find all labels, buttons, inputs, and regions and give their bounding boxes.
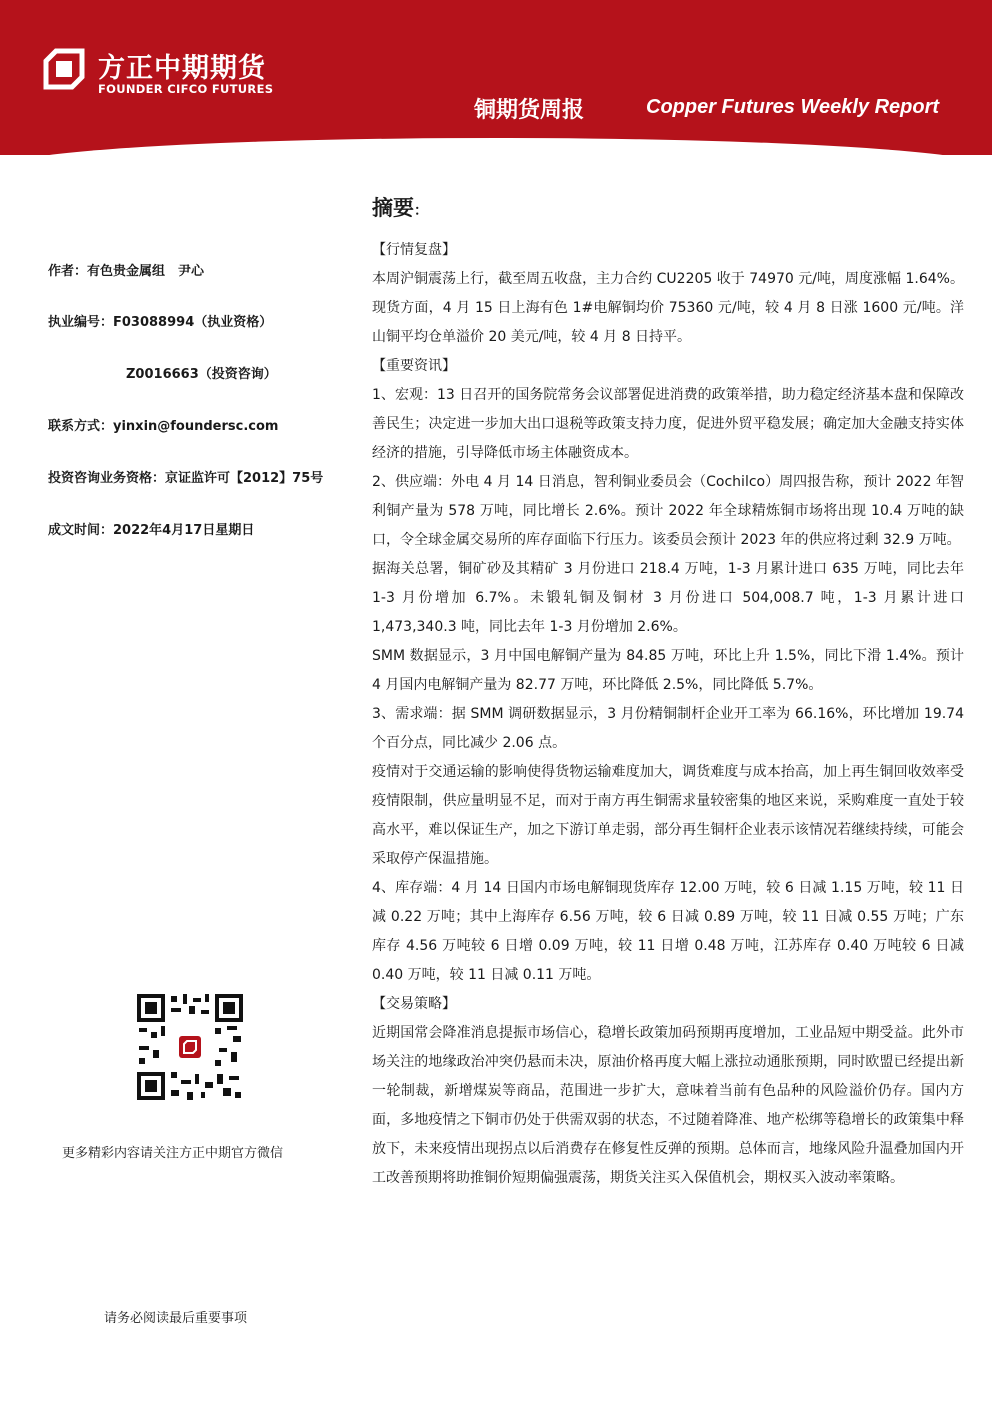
- contact-line[interactable]: 联系方式：yinxin@foundersc.com: [48, 419, 279, 434]
- summary-title: [372, 192, 964, 222]
- report-title-en: Copper Futures Weekly Report: [646, 96, 940, 118]
- summary-section: [372, 192, 964, 1193]
- header-banner: [0, 0, 992, 155]
- paragraph: 本周沪铜震荡上行，截至周五收盘，主力合约 CU2205 收于 74970 元/吨，周度涨幅 1.64%。现货方面，4 月 15 日上海有色 1#电解铜均价 75360 元/吨，较 4 月 8 日涨 1600 元/吨。洋山铜平均仓单溢价 20 美元/吨，较 4 月 8 日持平。: [372, 271, 964, 345]
- qr-caption: 更多精彩内容请关注方正中期官方微信: [62, 1146, 284, 1161]
- date-line: 成文时间：2022年4月17日星期日: [48, 523, 255, 538]
- author-line: 作者：有色贵金属组 尹心: [48, 264, 205, 279]
- paragraph: 疫情对于交通运输的影响使得货物运输难度加大，调货难度与成本抬高，加上再生铜回收效率受疫情限制，供应量明显不足，而对于南方再生铜需求量较密集的地区来说，采购难度一直处于较高水平，难以保证生产，加之下游订单走弱，部分再生铜杆企业表示该情况若继续持续，可能会采取停产保温措施。: [372, 764, 964, 867]
- summary-title-text: 摘要: [372, 196, 414, 220]
- section-heading-market-review: 【行情复盘】: [372, 242, 456, 258]
- company-name-en: FOUNDER CIFCO FUTURES: [98, 82, 274, 96]
- footer-note: 请务必阅读最后重要事项: [104, 1311, 248, 1326]
- company-logo-icon: [42, 47, 86, 91]
- section-heading-key-news: 【重要资讯】: [372, 358, 456, 374]
- paragraph: 1、宏观：13 日召开的国务院常务会议部署促进消费的政策举措，助力稳定经济基本盘和保障改善民生；决定进一步加大出口退税等政策支持力度，促进外贸平稳发展；确定加大金融支持实体经济的措施，引导降低市场主体融资成本。: [372, 387, 964, 461]
- paragraph: SMM 数据显示，3 月中国电解铜产量为 84.85 万吨，环比上升 1.5%，同比下滑 1.4%。预计 4 月国内电解铜产量为 82.77 万吨，环比降低 2.5%，同比降低 5.7%。: [372, 648, 964, 693]
- license-line-2: Z0016663（投资咨询）: [126, 367, 277, 382]
- section-heading-trading-strategy: 【交易策略】: [372, 996, 456, 1012]
- company-name-cn: 方正中期期货: [98, 53, 266, 84]
- report-title-cn: 铜期货周报: [474, 98, 585, 123]
- paragraph: 近期国常会降准消息提振市场信心，稳增长政策加码预期再度增加，工业品短中期受益。此外市场关注的地缘政治冲突仍悬而未决，原油价格再度大幅上涨拉动通胀预期，同时欧盟已经提出新一轮制裁，新增煤炭等商品，范围进一步扩大，意味着当前有色品种的风险溢价仍存。国内方面，多地疫情之下铜市仍处于供需双弱的状态，不过随着降准、地产松绑等稳增长的政策集中释放下，未来疫情出现拐点以后消费存在修复性反弹的预期。总体而言，地缘风险升温叠加国内开工改善预期将助推铜价短期偏强震荡，期货关注买入保值机会，期权买入波动率策略。: [372, 1025, 964, 1186]
- paragraph: 2、供应端：外电 4 月 14 日消息，智利铜业委员会（Cochilco）周四报告称，预计 2022 年智利铜产量为 578 万吨，同比增长 2.6%。预计 2022 年全球精炼铜市场将出现 10.4 万吨的缺口，令全球金属交易所的库存面临下行压力。该委员会预计 2023 年的供应将过剩 32.9 万吨。: [372, 474, 964, 548]
- paragraph: 据海关总署，铜矿砂及其精矿 3 月份进口 218.4 万吨，1-3 月累计进口 635 万吨，同比去年 1-3 月份增加 6.7%。未锻轧铜及铜材 3 月份进口 504,008.7 吨，1-3 月累计进口 1,473,340.3 吨，同比去年 1-3 月份增加 2.6%。: [372, 561, 964, 635]
- license-line: 执业编号：F03088994（执业资格）: [48, 315, 273, 330]
- qualification-line: 投资咨询业务资格：京证监许可【2012】75号: [48, 471, 324, 486]
- paragraph: 4、库存端：4 月 14 日国内市场电解铜现货库存 12.00 万吨，较 6 日减 1.15 万吨，较 11 日减 0.22 万吨；其中上海库存 6.56 万吨，较 6 日减 0.89 万吨，较 11 日减 0.55 万吨；广东库存 4.56 万吨较 6 日增 0.09 万吨，较 11 日增 0.48 万吨，江苏库存 0.40 万吨较 6 日减 0.40 万吨，较 11 日减 0.11 万吨。: [372, 880, 964, 983]
- summary-title-colon: ：: [414, 203, 428, 219]
- paragraph: 3、需求端：据 SMM 调研数据显示，3 月份精铜制杆企业开工率为 66.16%，环比增加 19.74 个百分点，同比减少 2.06 点。: [372, 706, 964, 751]
- qr-code-icon[interactable]: [135, 992, 245, 1102]
